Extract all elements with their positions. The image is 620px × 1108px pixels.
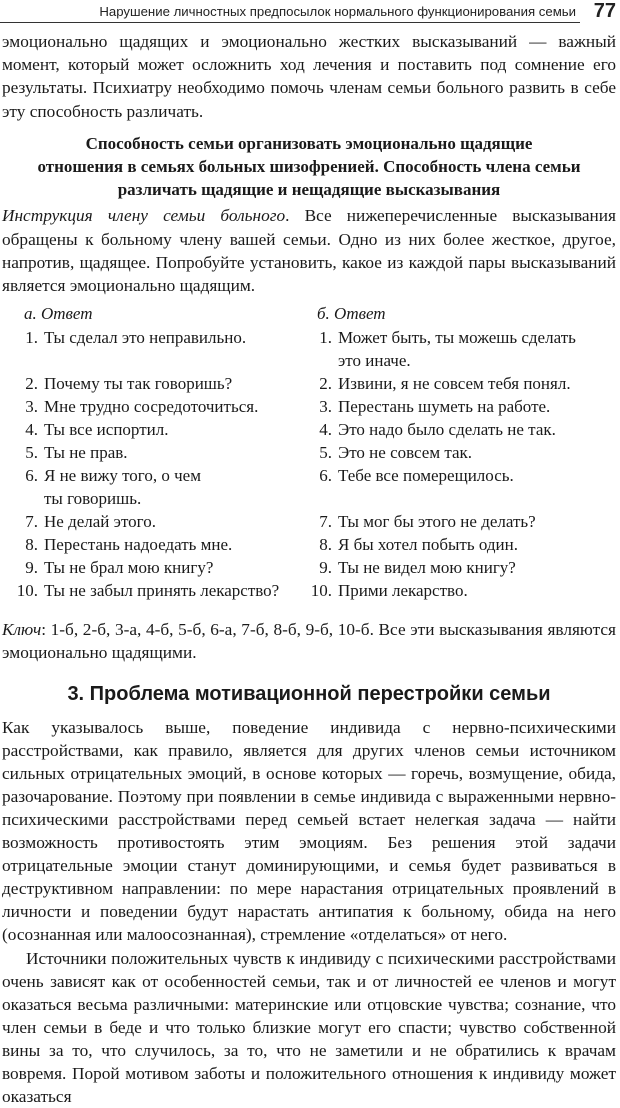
column-a-item-text: Я не вижу того, о чем (44, 466, 201, 486)
column-b-item-number: 6. (319, 466, 332, 486)
column-a-item-number: 3. (25, 397, 38, 417)
column-a-item-7 (10, 511, 156, 534)
column-b-item-text: Тебе все померещилось. (338, 466, 514, 486)
page-number: 77 (593, 0, 616, 22)
column-a-item-text: Ты все испортил. (44, 420, 169, 440)
column-b-item-number: 3. (319, 397, 332, 417)
column-a-item-text: Перестань надоедать мне. (44, 535, 233, 555)
column-b-item-text: Я бы хотел побыть один. (338, 535, 518, 555)
section-paragraph: Источники положительных чувств к индивиду с психическими расстройствами очень зависят как от особенностей семьи, так и от личностей ее членов и могут оказаться весьма различными: материнские или отцовские чувства; сознание, что член семьи в беде и что только близкие могут его спасти; чувство собственной вины за то, что случилось, за то, что не заметили и не обратились к врачам вовремя. Порой мотивом заботы и положительного отношения к индивиду может оказаться (2, 948, 616, 1107)
column-b-item-6 (304, 465, 514, 488)
column-a-item-number: 10. (16, 581, 38, 601)
column-a-item-text: Мне трудно сосредоточиться. (44, 397, 259, 417)
column-a-item-number: 5. (25, 443, 38, 463)
column-b-item-text: Это надо было сделать не так. (338, 420, 556, 440)
section-text (2, 716, 616, 1108)
column-a-item-number: 6. (25, 466, 38, 486)
column-a-item-number: 1. (25, 328, 38, 348)
column-a-item-number: 8. (25, 535, 38, 555)
intro-paragraph: эмоционально щадящих и эмоционально жестких высказываний — важный момент, который может осложнить ход лечения и поставить под сомнение его результаты. Психиатру необходимо помочь членам семьи больного развить в себе эту способность различать. (2, 32, 616, 121)
column-b-item-text: Извини, я не совсем тебя понял. (338, 374, 571, 394)
exercise-title-line: отношения в семьях больных шизофренией. Способность члена семьи (37, 157, 581, 177)
column-a-item-number: 4. (25, 420, 38, 440)
column-b-item-text: Перестань шуметь на работе. (338, 397, 551, 417)
column-b-item-text: Ты мог бы этого не делать? (338, 512, 536, 532)
column-a-item-text: Ты не прав. (44, 443, 128, 463)
column-b-item-number: 8. (319, 535, 332, 555)
column-a-item-4 (10, 419, 168, 442)
column-a-item-3 (10, 396, 258, 419)
column-a-item-6 (10, 465, 201, 510)
column-a-item-10 (10, 580, 279, 603)
column-b-item-4 (304, 419, 556, 442)
running-header (0, 0, 620, 28)
exercise-instruction (2, 204, 616, 297)
section-paragraph: Как указывалось выше, поведение индивида с нервно-психическими расстройствами, как правило, является для других членов семьи источником сильных отрицательных эмоций, в основе которых — горечь, возмущение, обида, разочарование. Поэтому при появлении в семье индивида с выраженными нервно-психическими расстройствами перед семьей встает нелегкая задача — найти возможность противостоять этим эмоциям. Без решения этой задачи отрицательные эмоции станут доминирующими, и семья будет развиваться в деструктивном направлении: по мере нарастания отрицательных проявлений в личности и поведении будут нарастать антипатия к больному, обида на него (осознанная или малоосознанная), стремление «отделаться» от него. (2, 717, 616, 945)
column-b-item-number: 2. (319, 374, 332, 394)
running-header-title: Нарушение личностных предпосылок нормального функционирования семьи (99, 4, 576, 19)
page-body (2, 30, 616, 1108)
instruction-text: . Все нижеперечисленные высказывания обращены к больному члену вашей семьи. Одно из них более жесткое, другое, напротив, щадящее. Попробуйте установить, какое из каждой пары высказываний является эмоционально щадящим. (2, 206, 617, 296)
column-b-item-number: 10. (310, 581, 332, 601)
column-a-item-9 (10, 557, 213, 580)
column-a-item-5 (10, 442, 128, 465)
column-b-label: б. Ответ (317, 304, 386, 324)
column-a-item-number: 7. (25, 512, 38, 532)
column-a-item-number: 9. (25, 558, 38, 578)
section-heading: 3. Проблема мотивационной перестройки семьи (67, 682, 551, 705)
column-a-item-continuation: ты говоришь. (44, 488, 142, 508)
column-a-item-8 (10, 534, 232, 557)
column-a-label: а. Ответ (24, 304, 93, 324)
key-label: Ключ (2, 620, 42, 640)
column-b-item-text: Ты не видел мою книгу? (338, 558, 516, 578)
column-a-item-number: 2. (25, 374, 38, 394)
column-b-item-text: Может быть, ты можешь сделать (338, 328, 576, 348)
exercise-title (2, 132, 616, 202)
exercise-title-line: Способность семьи организовать эмоционально щадящие (85, 133, 533, 153)
column-b-item-2 (304, 373, 571, 396)
column-b-item-7 (304, 511, 536, 534)
column-b-item-number: 5. (319, 443, 332, 463)
column-b-item-number: 7. (319, 512, 332, 532)
column-b-item-1 (304, 327, 576, 372)
exercise-title-line: различать щадящие и нещадящие высказывания (117, 180, 501, 200)
column-a-item-text: Ты не забыл принять лекарство? (44, 581, 280, 601)
column-a-item-text: Ты сделал это неправильно. (44, 328, 247, 348)
column-b-item-3 (304, 396, 550, 419)
column-b-item-text: Прими лекарство. (338, 581, 468, 601)
key-text: : 1-б, 2-б, 3-а, 4-б, 5-б, 6-а, 7-б, 8-б, 9-б, 10-б. Все эти высказывания являются эмоционально щадящими. (2, 620, 616, 663)
column-a-item-text: Почему ты так говоришь? (44, 374, 233, 394)
column-b-item-continuation: это иначе. (338, 350, 411, 370)
column-b-item-number: 4. (319, 420, 332, 440)
header-rule (0, 22, 580, 23)
column-b-item-number: 1. (319, 328, 332, 348)
answer-columns (2, 300, 616, 615)
column-a-item-1 (10, 327, 246, 350)
instruction-label: Инструкция члену семьи больного (2, 206, 286, 226)
column-a-item-text: Ты не брал мою книгу? (44, 558, 214, 578)
answer-key (2, 618, 616, 664)
column-b-item-5 (304, 442, 472, 465)
column-b-item-10 (304, 580, 468, 603)
column-b-item-9 (304, 557, 516, 580)
column-a-item-text: Не делай этого. (44, 512, 156, 532)
column-a-item-2 (10, 373, 232, 396)
column-b-item-text: Это не совсем так. (338, 443, 473, 463)
column-b-item-8 (304, 534, 518, 557)
column-b-item-number: 9. (319, 558, 332, 578)
